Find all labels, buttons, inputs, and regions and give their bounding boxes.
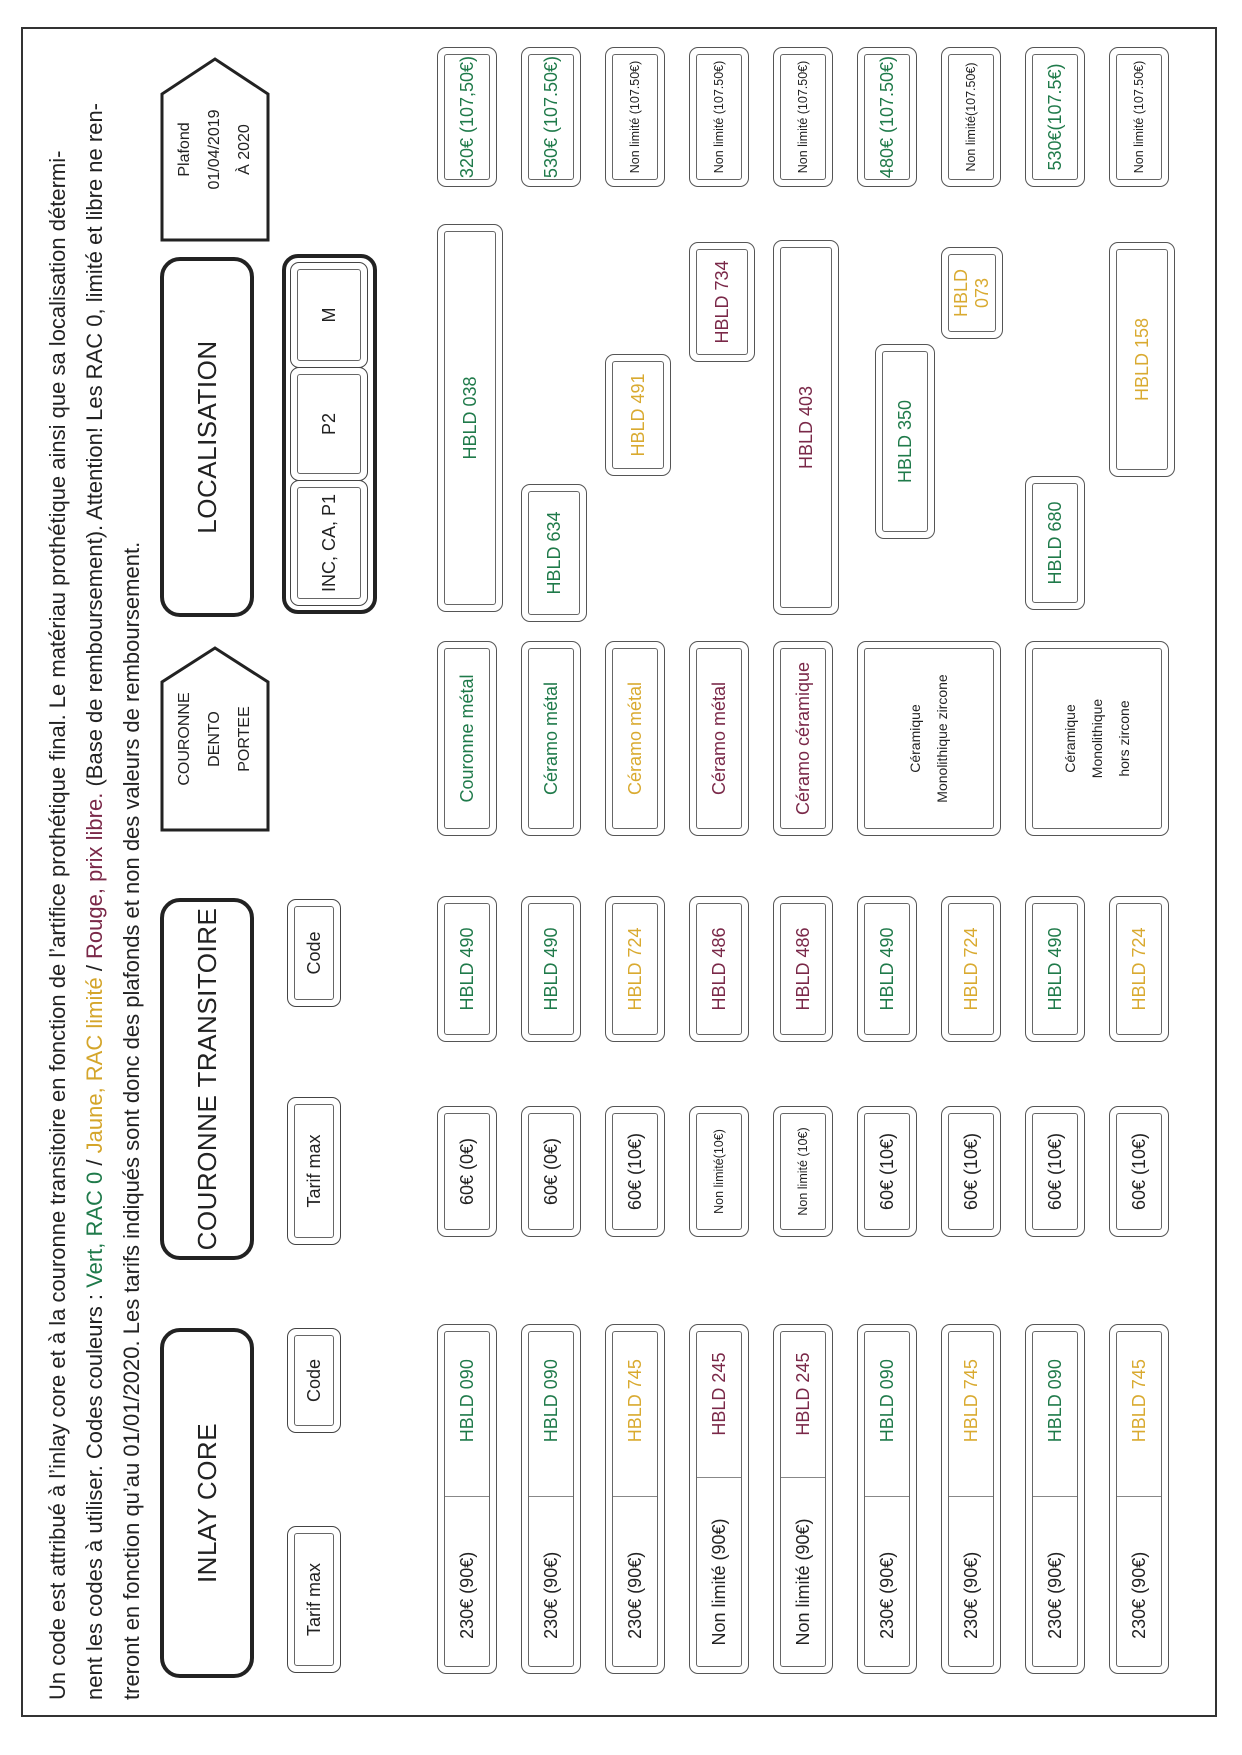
inlay-core-title: INLAY CORE [191,1422,222,1584]
localisation-code: HBLD 038 [459,376,480,460]
inlay-core-code: HBLD 745 [960,1359,981,1443]
couronne-transitoire-code-row-3 [605,896,665,1042]
inlay-core-code: HBLD 245 [708,1352,729,1436]
cell-divider [529,1497,573,1498]
inlay-core-row-9 [1109,1324,1169,1674]
plafond-value: 320€ (107,50€) [456,55,477,179]
inlay-core-tarif: 230€ (90€) [1044,1551,1065,1639]
material-row-4 [689,641,749,836]
inlay-core-tarif: 230€ (90€) [456,1551,477,1639]
inlay-core-tarif: 230€ (90€) [876,1551,897,1639]
couronne-transitoire-tarif-row-1 [437,1106,497,1237]
localisation-title: LOCALISATION [191,340,222,534]
inlay-core-row-7 [941,1324,1001,1674]
inlay-core-tarif: 230€ (90€) [960,1551,981,1639]
intro-line-2-start: nent les codes à utiliser. Codes couleurs : [82,1287,107,1700]
material-line: Céramique [1061,704,1078,773]
intro-line-2-end: (Base de remboursement). Attention! Les RAC 0, limité et libre ne ren- [82,102,107,793]
couronne-dento-portee-label [170,692,260,785]
plafond-row-8 [1025,47,1085,187]
label-text: Code [303,1358,324,1403]
localisation-code: HBLD 634 [543,511,564,595]
couronne-transitoire-code-row-7 [941,896,1001,1042]
legend-separator: / [82,958,107,978]
couronne-transitoire-code-label [287,899,341,1007]
localisation-code: HBLD 073 [951,269,992,318]
couronne-transitoire-title: COURONNE TRANSITOIRE [191,907,222,1251]
couronne-transitoire-tarif-row-7 [941,1106,1001,1237]
couronne-transitoire-tarif-row-4 [689,1106,749,1237]
plafond-row-3 [605,47,665,187]
couronne-transitoire-code: HBLD 490 [1044,927,1065,1011]
cell-divider [445,1497,489,1498]
cell-divider [697,1477,741,1478]
couronne-transitoire-code-row-1 [437,896,497,1042]
header-line: Plafond [176,122,193,177]
plafond-value: Non limité (107.50€) [628,60,642,174]
inlay-core-tarif-max-label [287,1526,341,1673]
label-text: Tarif max [303,1563,324,1637]
couronne-transitoire-tarif: Non limité(10€) [712,1129,726,1214]
material-label: Céramo métal [540,681,561,796]
cell-divider [781,1477,825,1478]
inlay-core-code-label [287,1328,341,1433]
couronne-dento-portee-header [160,646,270,832]
intro-line-1: Un code est attribué à l’inlay core et à la couronne transitoire en fonction de l’artifice prothétique final. Le matériau prothétique ainsi que sa localisation détermi- [45,150,70,1700]
inlay-core-code: HBLD 245 [792,1352,813,1436]
couronne-transitoire-tarif-row-8 [1025,1106,1085,1237]
inlay-core-tarif: 230€ (90€) [1128,1551,1149,1639]
material-row-8-9 [1025,641,1169,836]
localisation-inc-ca-p1 [290,480,368,606]
document-sheet [25,32,1215,1712]
header-line: COURONNE [176,692,193,786]
couronne-transitoire-tarif: 60€ (10€) [624,1132,645,1211]
plafond-value: Non limité(107.50€) [964,62,978,172]
legend-yellow: Jaune, RAC limité [82,977,107,1154]
couronne-transitoire-code: HBLD 490 [456,927,477,1011]
inlay-core-row-5 [773,1324,833,1674]
material-label: Céramo céramique [792,661,813,816]
localisation-code-row-9 [1109,242,1175,477]
header-line: PORTEE [236,706,253,772]
couronne-transitoire-code: HBLD 724 [960,927,981,1011]
couronne-transitoire-header [160,898,254,1260]
couronne-transitoire-tarif-row-6 [857,1106,917,1237]
couronne-transitoire-tarif-row-2 [521,1106,581,1237]
couronne-transitoire-tarif: Non limité (10€) [796,1127,810,1216]
couronne-transitoire-code: HBLD 490 [540,927,561,1011]
plafond-row-5 [773,47,833,187]
label-text: P2 [318,412,339,436]
localisation-code: HBLD 680 [1044,501,1065,585]
label-text: INC, CA, P1 [318,493,339,593]
inlay-core-code: HBLD 745 [624,1359,645,1443]
couronne-transitoire-tarif: 60€ (0€) [540,1137,561,1206]
inlay-core-code: HBLD 090 [1044,1359,1065,1443]
couronne-transitoire-code: HBLD 724 [624,927,645,1011]
inlay-core-code: HBLD 090 [876,1359,897,1443]
localisation-code: HBLD 403 [795,385,816,470]
cell-divider [1117,1497,1161,1498]
plafond-row-2 [521,47,581,187]
localisation-code-row-7 [941,247,1003,339]
couronne-transitoire-code: HBLD 490 [876,927,897,1011]
inlay-core-row-1 [437,1324,497,1674]
plafond-row-6 [857,47,917,187]
material-line: hors zircone [1115,700,1132,777]
couronne-transitoire-code: HBLD 724 [1128,927,1149,1011]
material-line: Monolithique zircone [934,674,950,803]
couronne-transitoire-tarif: 60€ (10€) [1044,1132,1065,1211]
intro-line-3: treront en fonction qu’au 01/01/2020. Les tarifs indiqués sont donc des plafonds et non des valeurs de remboursement. [119,541,144,1700]
inlay-core-header [160,1328,254,1678]
inlay-core-tarif: 230€ (90€) [624,1551,645,1639]
localisation-code-row-2 [521,484,587,622]
localisation-code: HBLD 350 [894,399,915,484]
couronne-transitoire-code-row-9 [1109,896,1169,1042]
inlay-core-row-2 [521,1324,581,1674]
plafond-row-4 [689,47,749,187]
material-label: Céramo métal [708,681,729,796]
couronne-transitoire-code: HBLD 486 [708,927,729,1011]
couronne-transitoire-tarif-row-9 [1109,1106,1169,1237]
localisation-code-row-4 [689,242,755,362]
intro-paragraph [39,40,150,1700]
localisation-code-row-1 [437,224,503,612]
header-line: DENTO [206,711,223,767]
inlay-core-code: HBLD 090 [456,1359,477,1443]
label-text: M [318,307,339,323]
material-row-6-7 [857,641,1001,836]
material-row-5 [773,641,833,836]
couronne-transitoire-tarif-max-label [287,1097,341,1245]
header-line: À 2020 [236,124,253,175]
inlay-core-row-6 [857,1324,917,1674]
plafond-row-9 [1109,47,1169,187]
plafond-value: Non limité (107.50€) [1132,60,1146,174]
couronne-transitoire-tarif: 60€ (0€) [456,1137,477,1206]
couronne-transitoire-tarif-row-5 [773,1106,833,1237]
material-row-3 [605,641,665,836]
plafond-row-1 [437,47,497,187]
label-text: Code [303,931,324,975]
material-row-1 [437,641,497,836]
localisation-code-row-8 [1025,476,1085,610]
couronne-transitoire-code-row-4 [689,896,749,1042]
material-label: Céramo métal [624,681,645,796]
plafond-value: Non limité (107.50€) [712,60,726,174]
header-line: 01/04/2019 [206,109,223,190]
inlay-core-code: HBLD 745 [1128,1359,1149,1443]
plafond-value: 480€ (107.50€) [876,55,897,179]
cell-divider [949,1497,993,1498]
inlay-core-row-8 [1025,1324,1085,1674]
inlay-core-code: HBLD 090 [540,1359,561,1443]
couronne-transitoire-code-row-2 [521,896,581,1042]
inlay-core-tarif: Non limité (90€) [792,1518,813,1646]
inlay-core-tarif: 230€ (90€) [540,1551,561,1639]
couronne-transitoire-code-row-6 [857,896,917,1042]
label-text: Tarif max [303,1134,324,1208]
couronne-transitoire-code-row-8 [1025,896,1085,1042]
localisation-code: HBLD 158 [1131,317,1152,402]
localisation-m [290,262,368,368]
couronne-transitoire-tarif: 60€ (10€) [960,1132,981,1211]
cell-divider [613,1497,657,1498]
couronne-transitoire-code-row-5 [773,896,833,1042]
localisation-code-row-5 [773,240,839,615]
material-label: Couronne métal [456,674,477,803]
couronne-transitoire-tarif: 60€ (10€) [876,1132,897,1211]
cell-divider [865,1497,909,1498]
plafond-value: 530€(107.5€) [1044,63,1065,171]
localisation-code-row-3 [605,354,671,476]
couronne-transitoire-tarif-row-3 [605,1106,665,1237]
plafond-row-7 [941,47,1001,187]
localisation-p2 [290,367,368,481]
plafond-value: 530€ (107.50€) [540,55,561,179]
localisation-header [160,257,254,617]
localisation-code: HBLD 491 [627,373,648,457]
localisation-code: HBLD 734 [711,260,732,344]
intro-line-2 [76,40,113,1700]
couronne-transitoire-tarif: 60€ (10€) [1128,1132,1149,1211]
material-row-2 [521,641,581,836]
legend-red: Rouge, prix libre. [82,792,107,959]
localisation-code-row-6 [875,344,935,539]
inlay-core-row-3 [605,1324,665,1674]
plafond-header [160,57,270,242]
material-line: Monolithique [1088,698,1105,779]
legend-green: Vert, RAC 0 [82,1171,107,1288]
cell-divider [1033,1497,1077,1498]
plafond-value: Non limité (107.50€) [796,60,810,174]
inlay-core-tarif: Non limité (90€) [708,1518,729,1646]
material-line: Céramique [907,704,923,773]
legend-separator: / [82,1153,107,1172]
couronne-transitoire-code: HBLD 486 [792,927,813,1011]
inlay-core-row-4 [689,1324,749,1674]
plafond-label [170,109,260,189]
